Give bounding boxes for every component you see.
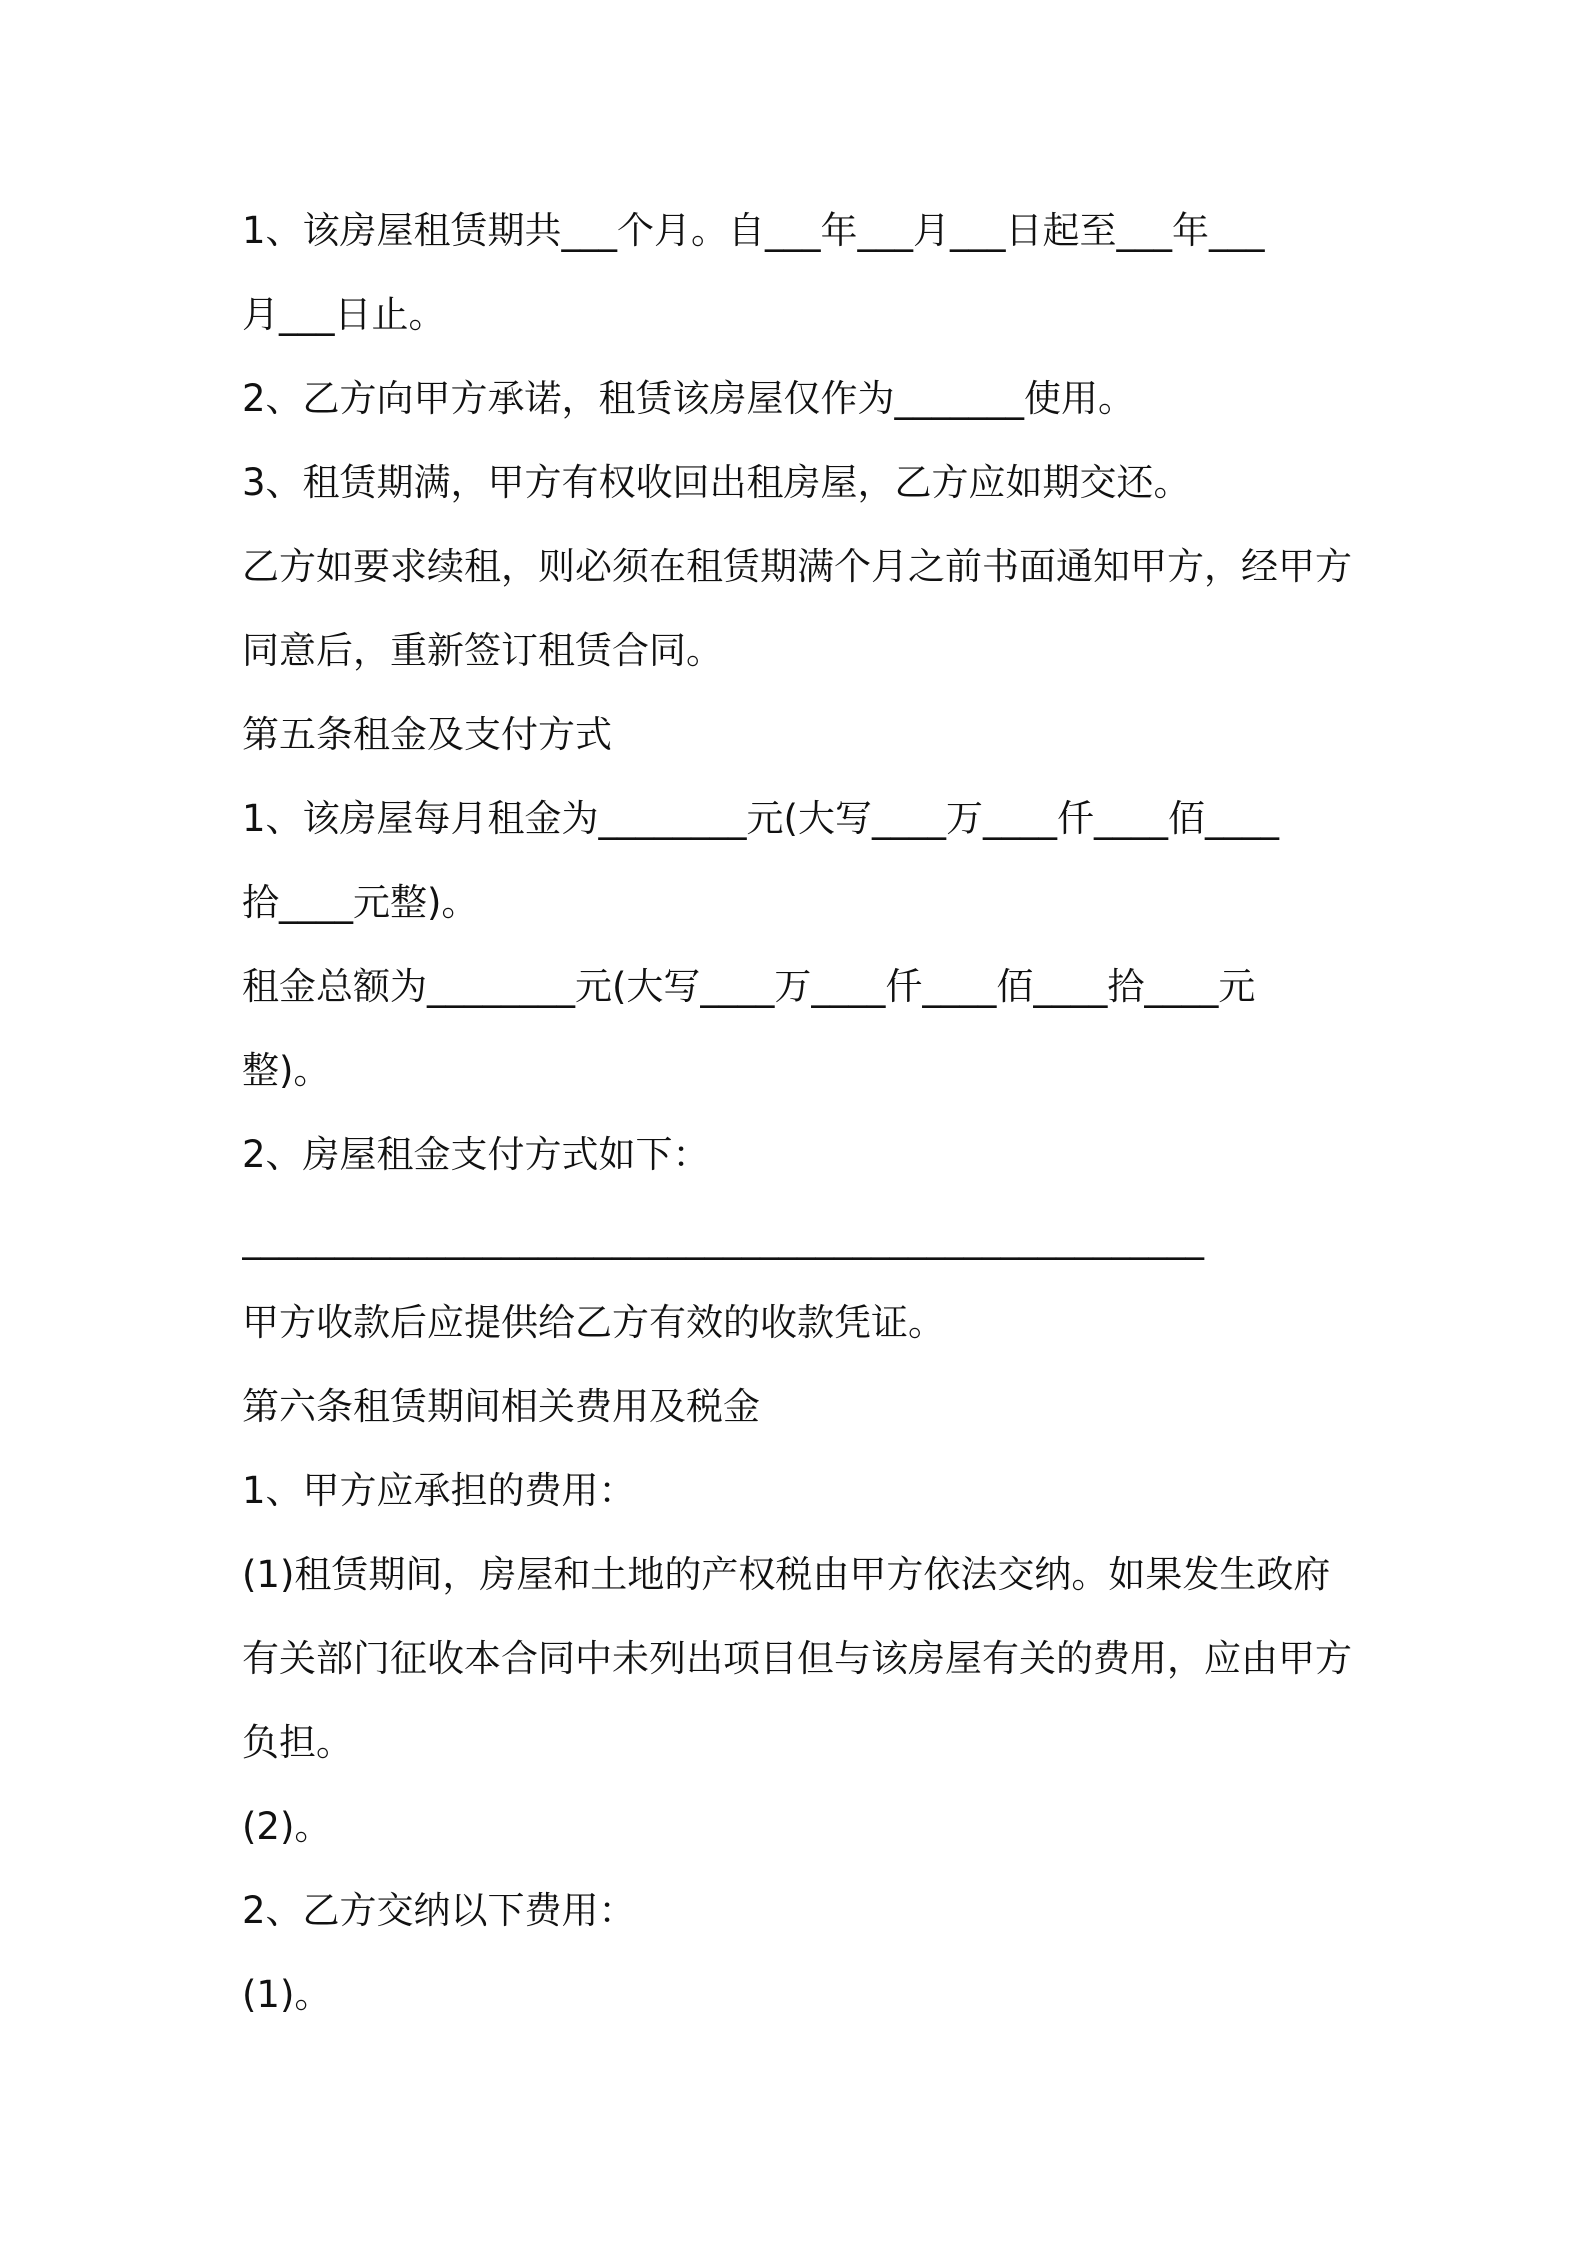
clause-line: 1、甲方应承担的费用： — [242, 1469, 636, 1512]
blank-underline: ____________________________________________________ — [242, 1217, 1204, 1260]
clause-line: 2、房屋租金支付方式如下： — [242, 1133, 710, 1176]
clause-line: 2、乙方交纳以下费用： — [242, 1889, 636, 1932]
clause-line: 1、该房屋每月租金为________元(大写____万____仟____佰____ — [242, 797, 1279, 840]
clause-line: 1、该房屋租赁期共___个月。自___年___月___日起至___年___ — [242, 209, 1265, 252]
clause-line: 租金总额为________元(大写____万____仟____佰____拾____元 — [242, 965, 1256, 1008]
clause-line: (2)。 — [242, 1805, 332, 1848]
clause-line: 月___日止。 — [242, 293, 446, 336]
clause-line: 甲方收款后应提供给乙方有效的收款凭证。 — [242, 1301, 945, 1344]
clause-line: (1)。 — [242, 1973, 332, 2016]
clause-line: 负担。 — [242, 1721, 353, 1764]
clause-line: (1)租赁期间，房屋和土地的产权税由甲方依法交纳。如果发生政府 — [242, 1553, 1331, 1596]
section-heading: 第五条租金及支付方式 — [242, 713, 612, 756]
document-body — [242, 189, 1357, 2037]
section-heading: 第六条租赁期间相关费用及税金 — [242, 1385, 760, 1428]
clause-line: 3、租赁期满，甲方有权收回出租房屋，乙方应如期交还。 — [242, 461, 1191, 504]
clause-line: 拾____元整)。 — [242, 881, 479, 924]
clause-line: 乙方如要求续租，则必须在租赁期满个月之前书面通知甲方，经甲方 — [242, 545, 1352, 588]
clause-line: 2、乙方向甲方承诺，租赁该房屋仅作为_______使用。 — [242, 377, 1136, 420]
clause-line: 同意后，重新签订租赁合同。 — [242, 629, 723, 672]
clause-line: 有关部门征收本合同中未列出项目但与该房屋有关的费用，应由甲方 — [242, 1637, 1352, 1680]
clause-line: 整)。 — [242, 1049, 331, 1092]
